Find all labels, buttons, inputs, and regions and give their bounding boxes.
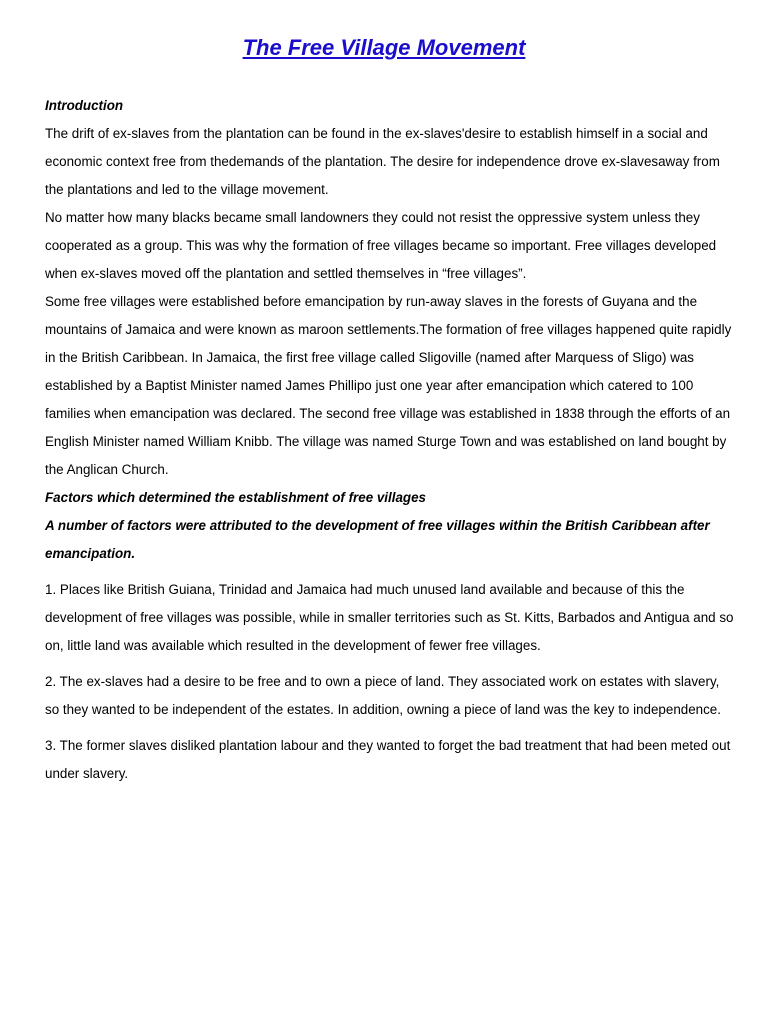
section-heading-introduction: Introduction [45, 98, 124, 113]
factors-intro: A number of factors were attributed to the development of free villages within the British Caribbean after emancipation. [45, 518, 710, 561]
factor-item: 3. The former slaves disliked plantation labour and they wanted to forget the bad treatment that had been meted out under slavery. [45, 738, 731, 781]
section-heading-factors: Factors which determined the establishment of free villages [45, 490, 426, 505]
factor-item: 1. Places like British Guiana, Trinidad and Jamaica had much unused land available and because of this the development of free villages was possible, while in smaller territories such as St. Kitts, Barbados and Antigua and so on, little land was available which resulted in the development of fewer free villages. [45, 582, 734, 653]
factor-item: 2. The ex-slaves had a desire to be free and to own a piece of land. They associated work on estates with slavery, so they wanted to be independent of the estates. In addition, owning a piece of land was the key to independence. [45, 674, 721, 717]
document-body [45, 92, 735, 788]
page-title: The Free Village Movement [242, 35, 526, 60]
paragraph: No matter how many blacks became small landowners they could not resist the oppressive system unless they cooperated as a group. This was why the formation of free villages became so important. Free villages developed when ex-slaves moved off the plantation and settled themselves in “free villages”. [45, 210, 717, 281]
paragraph: The drift of ex-slaves from the plantation can be found in the ex-slaves'desire to establish himself in a social and economic context free from thedemands of the plantation. The desire for independence drove ex-slavesaway from the plantations and led to the village movement. [45, 126, 720, 197]
paragraph: Some free villages were established before emancipation by run-away slaves in the forests of Guyana and the mountains of Jamaica and were known as maroon settlements.The formation of free villages happened quite rapidly in the British Caribbean. In Jamaica, the first free village called Sligoville (named after Marquess of Sligo) was established by a Baptist Minister named James Phillipo just one year after emancipation which catered to 100 families when emancipation was declared. The second free village was established in 1838 through the efforts of an English Minister named William Knibb. The village was named Sturge Town and was established on land bought by the Anglican Church. [45, 294, 732, 477]
